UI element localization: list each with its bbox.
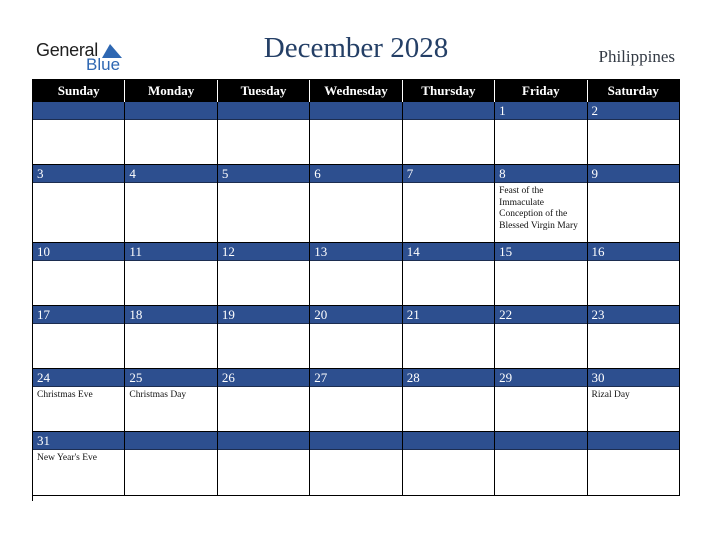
day-number: [310, 102, 401, 120]
week-row: [33, 165, 680, 243]
day-number: 28: [403, 369, 494, 387]
day-event: [33, 183, 124, 186]
day-cell[interactable]: [33, 243, 125, 306]
day-cell[interactable]: [218, 102, 310, 165]
day-event: [403, 387, 494, 390]
day-event: [403, 120, 494, 123]
day-cell[interactable]: [33, 432, 125, 496]
day-event: [588, 261, 679, 264]
week-row: [33, 243, 680, 306]
day-cell[interactable]: [218, 432, 310, 496]
day-event: [33, 120, 124, 123]
day-event: [218, 261, 309, 264]
day-cell[interactable]: [33, 306, 125, 369]
day-cell[interactable]: [310, 102, 402, 165]
day-event: [495, 324, 586, 327]
day-number: 10: [33, 243, 124, 261]
day-cell[interactable]: [310, 369, 402, 432]
day-cell[interactable]: [403, 306, 495, 369]
day-number: [495, 432, 586, 450]
day-event: [125, 261, 216, 264]
day-cell[interactable]: [310, 432, 402, 496]
day-number: 14: [403, 243, 494, 261]
day-event: Christmas Day: [129, 390, 187, 400]
day-number: 2: [588, 102, 679, 120]
day-number: 19: [218, 306, 309, 324]
day-event: Christmas Eve: [37, 390, 93, 400]
day-cell[interactable]: [310, 165, 402, 243]
day-event: Feast of the Immaculate Conception of the Blessed Virgin Mary: [499, 186, 578, 231]
day-event: [125, 183, 216, 186]
day-cell[interactable]: [588, 102, 680, 165]
day-event: [588, 120, 679, 123]
day-number: 5: [218, 165, 309, 183]
day-cell[interactable]: [588, 369, 680, 432]
day-number: [33, 102, 124, 120]
country-label: Philippines: [598, 47, 675, 66]
day-cell[interactable]: [310, 243, 402, 306]
day-number: [125, 102, 216, 120]
day-number: 29: [495, 369, 586, 387]
logo-blue-text: Blue: [86, 55, 121, 74]
day-number: 21: [403, 306, 494, 324]
day-number: 13: [310, 243, 401, 261]
logo-general-text: General: [36, 40, 98, 60]
day-cell[interactable]: [310, 306, 402, 369]
day-cell[interactable]: [125, 165, 217, 243]
week-row: [33, 306, 680, 369]
day-event: [33, 324, 124, 327]
day-number: [588, 432, 679, 450]
day-event: [310, 120, 401, 123]
day-event: New Year's Eve: [37, 453, 98, 463]
day-event: [403, 324, 494, 327]
day-number: 16: [588, 243, 679, 261]
day-cell[interactable]: [125, 102, 217, 165]
day-event: Rizal Day: [591, 390, 630, 400]
page-title: December 2028: [263, 32, 449, 64]
day-event: [495, 450, 586, 453]
day-event: [125, 120, 216, 123]
day-event: [218, 120, 309, 123]
weekday-header: Sunday: [33, 80, 125, 102]
day-number: 26: [218, 369, 309, 387]
day-cell[interactable]: [125, 432, 217, 496]
day-cell[interactable]: [33, 165, 125, 243]
day-number: 4: [125, 165, 216, 183]
day-cell[interactable]: [403, 165, 495, 243]
day-cell[interactable]: [495, 165, 587, 243]
day-number: [403, 102, 494, 120]
day-event: [218, 450, 309, 453]
weekday-header: Saturday: [588, 80, 680, 102]
day-number: 6: [310, 165, 401, 183]
weekday-header: Friday: [495, 80, 587, 102]
week-row: [33, 102, 680, 165]
week-row: [33, 369, 680, 432]
day-number: 23: [588, 306, 679, 324]
day-cell[interactable]: [218, 306, 310, 369]
day-cell[interactable]: [218, 243, 310, 306]
day-event: [310, 387, 401, 390]
day-cell[interactable]: [125, 369, 217, 432]
day-cell[interactable]: [403, 243, 495, 306]
day-event: [588, 324, 679, 327]
day-number: [218, 432, 309, 450]
day-event: [403, 261, 494, 264]
day-number: 22: [495, 306, 586, 324]
day-event: [310, 324, 401, 327]
day-number: 30: [588, 369, 679, 387]
day-event: [495, 261, 586, 264]
day-number: 11: [125, 243, 216, 261]
day-event: [495, 120, 586, 123]
day-cell[interactable]: [403, 369, 495, 432]
day-cell[interactable]: [495, 306, 587, 369]
weekday-header: Tuesday: [218, 80, 310, 102]
day-number: 17: [33, 306, 124, 324]
day-event: [588, 183, 679, 186]
day-number: 7: [403, 165, 494, 183]
day-event: [403, 183, 494, 186]
weekday-header: Wednesday: [310, 80, 402, 102]
day-cell[interactable]: [218, 369, 310, 432]
day-cell[interactable]: [125, 306, 217, 369]
day-cell[interactable]: [218, 165, 310, 243]
day-number: 24: [33, 369, 124, 387]
day-number: [125, 432, 216, 450]
day-cell[interactable]: [495, 369, 587, 432]
day-event: [218, 387, 309, 390]
day-event: [403, 450, 494, 453]
day-event: [310, 261, 401, 264]
weekday-header-row: [33, 80, 680, 102]
day-cell[interactable]: [495, 243, 587, 306]
day-cell[interactable]: [403, 102, 495, 165]
day-cell[interactable]: [33, 369, 125, 432]
day-cell[interactable]: [495, 102, 587, 165]
day-event: [310, 183, 401, 186]
day-number: 27: [310, 369, 401, 387]
day-cell[interactable]: [403, 432, 495, 496]
day-number: [403, 432, 494, 450]
day-cell[interactable]: [495, 432, 587, 496]
week-row: [33, 432, 680, 496]
day-number: 3: [33, 165, 124, 183]
weekday-header: Thursday: [403, 80, 495, 102]
day-cell[interactable]: [33, 102, 125, 165]
day-event: [218, 183, 309, 186]
day-number: 12: [218, 243, 309, 261]
day-cell[interactable]: [588, 306, 680, 369]
day-event: [495, 387, 586, 390]
day-number: 15: [495, 243, 586, 261]
day-number: 9: [588, 165, 679, 183]
day-cell[interactable]: [588, 165, 680, 243]
day-number: 18: [125, 306, 216, 324]
day-event: [588, 450, 679, 453]
day-number: 25: [125, 369, 216, 387]
day-number: 20: [310, 306, 401, 324]
weekday-header: Monday: [125, 80, 217, 102]
calendar-grid: [32, 79, 680, 501]
day-number: 1: [495, 102, 586, 120]
day-event: [33, 261, 124, 264]
day-cell[interactable]: [588, 243, 680, 306]
day-event: [310, 450, 401, 453]
day-number: [310, 432, 401, 450]
day-number: [218, 102, 309, 120]
day-number: 8: [495, 165, 586, 183]
day-cell[interactable]: [125, 243, 217, 306]
day-event: [125, 324, 216, 327]
day-number: 31: [33, 432, 124, 450]
weeks-container: [33, 102, 680, 496]
day-event: [218, 324, 309, 327]
day-event: [125, 450, 216, 453]
day-cell[interactable]: [588, 432, 680, 496]
